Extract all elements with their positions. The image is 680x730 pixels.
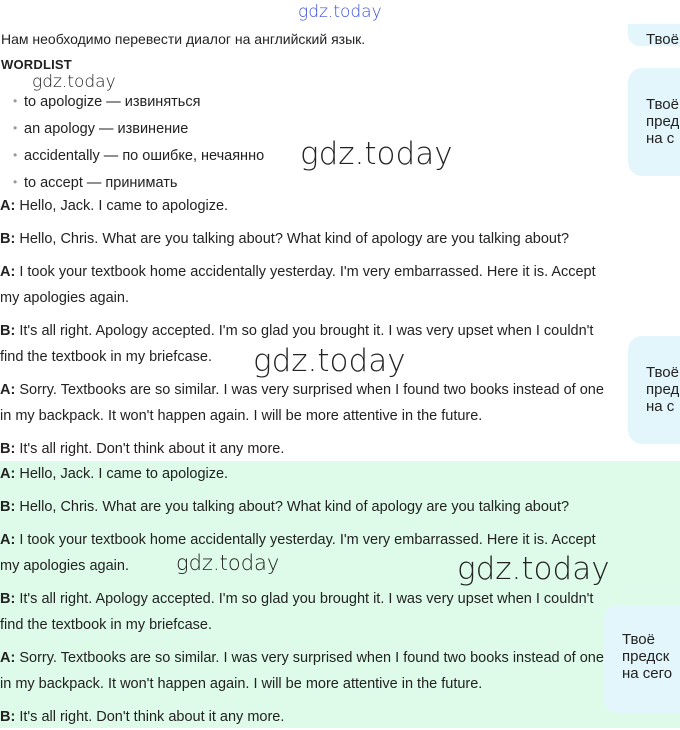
answer-line: in my backpack. It won't happen again. I will be more attentive in the future. (0, 676, 483, 692)
bullet-icon: • (13, 175, 18, 189)
bullet-icon: • (13, 94, 18, 108)
wordlist-item-text: to accept — принимать (24, 175, 178, 191)
wordlist-title: WORDLIST (1, 57, 72, 72)
promo-card[interactable]: Твоё предск на сего (604, 605, 680, 713)
dialogue-line: my apologies again. (0, 290, 129, 306)
dialogue-line: B: It's all right. Apology accepted. I'm so glad you brought it. I was very upset when I couldn't (0, 323, 594, 339)
watermark: gdz.today (176, 551, 280, 575)
answer-line: B: Hello, Chris. What are you talking about? What kind of apology are you talking about? (0, 499, 570, 515)
dialogue-line: B: Hello, Chris. What are you talking about? What kind of apology are you talking about? (0, 231, 570, 247)
bullet-icon: • (13, 148, 18, 162)
dialogue-line: find the textbook in my briefcase. (0, 349, 212, 365)
dialogue-line: A: Sorry. Textbooks are so similar. I was very surprised when I found two books instead of one (0, 382, 604, 398)
wordlist-item (13, 121, 189, 137)
dialogue-line: B: It's all right. Don't think about it any more. (0, 441, 285, 457)
watermark: gdz.today (253, 343, 406, 379)
wordlist-item-text: to apologize — извиняться (24, 94, 201, 110)
wordlist-item (13, 175, 178, 191)
wordlist-item-text: an apology — извинение (24, 121, 189, 137)
promo-card[interactable]: Твоё (628, 24, 680, 46)
answer-line: find the textbook in my briefcase. (0, 617, 212, 633)
promo-card[interactable]: Твоё пред на с (628, 336, 680, 444)
answer-line: B: It's all right. Don't think about it any more. (0, 709, 285, 725)
watermark: gdz.today (298, 2, 382, 22)
dialogue-line: A: I took your textbook home accidentally yesterday. I'm very embarrassed. Here it is. Accept (0, 264, 596, 280)
answer-line: A: Hello, Jack. I came to apologize. (0, 466, 229, 482)
watermark: gdz.today (300, 136, 453, 172)
answer-line: A: I took your textbook home accidentally yesterday. I'm very embarrassed. Here it is. Accept (0, 532, 596, 548)
wordlist-item (13, 148, 265, 164)
wordlist-item-text: accidentally — по ошибке, нечаянно (24, 148, 265, 164)
wordlist-item (13, 94, 201, 110)
answer-line: my apologies again. (0, 558, 129, 574)
promo-card[interactable]: Твоё пред на с (628, 68, 680, 176)
dialogue-line: A: Hello, Jack. I came to apologize. (0, 198, 229, 214)
answer-line: B: It's all right. Apology accepted. I'm so glad you brought it. I was very upset when I couldn't (0, 591, 594, 607)
watermark: gdz.today (457, 551, 610, 587)
answer-line: A: Sorry. Textbooks are so similar. I was very surprised when I found two books instead of one (0, 650, 604, 666)
watermark: gdz.today (32, 72, 116, 92)
bullet-icon: • (13, 121, 18, 135)
dialogue-line: in my backpack. It won't happen again. I will be more attentive in the future. (0, 408, 483, 424)
intro-text: Нам необходимо перевести диалог на английский язык. (1, 31, 366, 47)
